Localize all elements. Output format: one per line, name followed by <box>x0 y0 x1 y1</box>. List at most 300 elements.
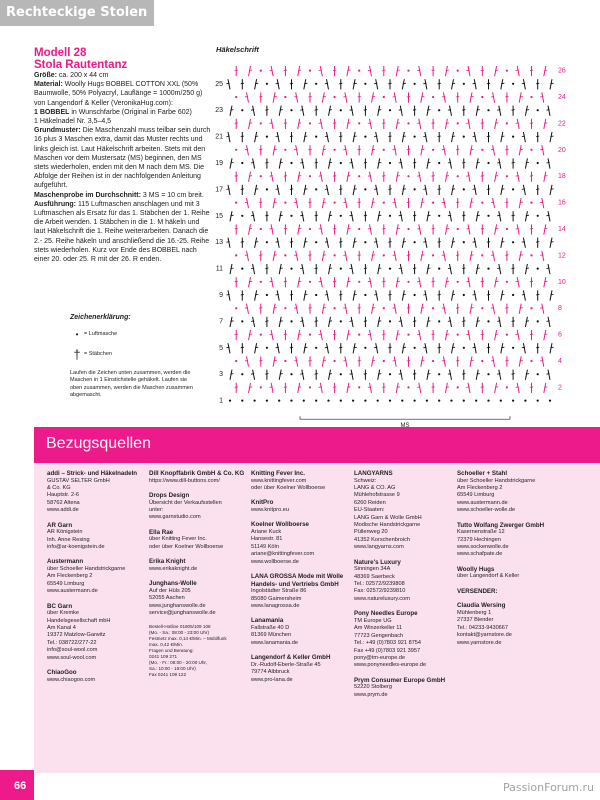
double-crochet-mark <box>402 343 404 353</box>
supplier-line: 65549 Limburg <box>457 492 495 499</box>
double-crochet-mark <box>298 383 300 393</box>
chain-stitch-mark <box>389 373 391 375</box>
chain-stitch-mark <box>407 175 409 177</box>
chain-stitch-mark <box>463 188 465 190</box>
double-crochet-bar <box>339 242 342 243</box>
double-crochet-mark <box>304 132 306 142</box>
chain-stitch-mark <box>334 149 336 151</box>
double-crochet-mark <box>470 92 472 102</box>
double-crochet-mark <box>468 119 470 129</box>
double-crochet-mark <box>419 172 421 182</box>
chain-stitch-mark <box>512 241 514 243</box>
double-crochet-bar <box>536 189 539 190</box>
row-label-right: 18 <box>558 173 566 181</box>
double-crochet-bar <box>358 360 361 361</box>
chain-stitch-mark <box>241 400 243 402</box>
supplier-line: 51149 Köln <box>251 543 279 550</box>
double-crochet-mark <box>228 132 230 142</box>
double-crochet-mark <box>273 251 275 261</box>
supplier-line: www.langyarns.com <box>354 544 404 551</box>
watermark: PassionForum.ru <box>503 781 594 794</box>
chain-stitch-mark <box>438 320 440 322</box>
double-crochet-mark <box>279 317 281 327</box>
double-crochet-bar <box>382 228 385 229</box>
double-crochet-bar <box>315 110 318 111</box>
double-crochet-bar <box>462 268 465 269</box>
chain-stitch-mark <box>340 373 342 375</box>
chain-stitch-mark <box>487 373 489 375</box>
supplier-line: Püllenweg 20 <box>354 529 388 536</box>
double-crochet-bar <box>438 347 441 348</box>
supplier-line: Tel.: 02572/9239808 <box>354 581 405 588</box>
double-crochet-mark <box>445 277 447 287</box>
supplier-line: 19372 Matzlow-Garwitz <box>47 632 106 639</box>
row-label-left: 21 <box>215 133 223 141</box>
section-header-label: Rechteckige Stolen <box>6 5 148 20</box>
ausfuehrung-value: 115 Luftmaschen anschlagen und mit 3 Luftmaschen als Ersatz für das 1. Stäbchen der 1. Reihe die Arbeit wenden. 1 Stäbchen in die 1. M häkeln und laut Häkelschrift die 1. Reihe weiterarbeiten. Danach die 2.- 25. Reihe häkeln und anschließend die 16.-25. Reihe stets wiederholen. Kurz vor Ende des BOBBEL nach einer 20. oder 25. R mit der 26. R enden. <box>34 200 210 264</box>
double-crochet-bar <box>512 110 515 111</box>
supplier-entry <box>149 580 249 617</box>
double-crochet-mark <box>353 343 355 353</box>
double-crochet-mark <box>400 370 402 380</box>
supplier-line: Am Winzerkeller 11 <box>354 625 403 632</box>
row-label-right: 22 <box>558 120 566 128</box>
double-crochet-mark <box>544 330 546 340</box>
row-label-right: 2 <box>558 384 562 392</box>
double-crochet-mark <box>279 158 281 168</box>
chain-stitch-mark <box>364 241 366 243</box>
chain-stitch-mark <box>340 400 342 402</box>
double-crochet-bar <box>413 374 416 375</box>
double-crochet-mark <box>548 106 550 116</box>
supplier-line: 79774 Albbruck <box>251 669 290 676</box>
double-crochet-mark <box>345 198 347 208</box>
double-crochet-mark <box>351 211 353 221</box>
chain-stitch-mark <box>506 175 508 177</box>
double-crochet-mark <box>474 290 476 300</box>
chain-stitch-mark <box>284 360 286 362</box>
chain-stitch-mark <box>235 254 237 256</box>
double-crochet-mark <box>501 290 503 300</box>
double-crochet-mark <box>378 317 380 327</box>
double-crochet-mark <box>353 185 355 195</box>
supplier-line: AR Königstein <box>47 529 83 536</box>
double-crochet-mark <box>525 264 527 274</box>
double-crochet-bar <box>462 321 465 322</box>
supplier-name: Austermann <box>47 558 84 566</box>
double-crochet-mark <box>347 330 349 340</box>
model-label: Modell 28 <box>34 47 87 59</box>
double-crochet-mark <box>271 172 273 182</box>
double-crochet-mark <box>327 79 329 89</box>
chain-stitch-mark <box>358 386 360 388</box>
supplier-line: Mühlehofstrasse 9 <box>354 492 400 499</box>
chain-stitch-mark <box>241 268 243 270</box>
double-crochet-mark <box>296 356 298 366</box>
double-crochet-bar <box>388 83 391 84</box>
chain-stitch-mark <box>537 320 539 322</box>
double-crochet-mark <box>402 290 404 300</box>
double-crochet-mark <box>495 119 497 129</box>
supplier-line: Kasernenstraße 12 <box>457 529 505 536</box>
double-crochet-mark <box>517 224 519 234</box>
chain-stitch-mark <box>487 109 489 111</box>
double-crochet-mark <box>525 106 527 116</box>
double-crochet-bar <box>339 83 342 84</box>
supplier-name: Schoeller + Stahl <box>457 470 508 477</box>
double-crochet-bar <box>407 96 410 97</box>
chain-stitch-mark <box>334 254 336 256</box>
double-crochet-mark <box>495 383 497 393</box>
double-crochet-bar <box>530 123 533 124</box>
double-crochet-mark <box>255 343 257 353</box>
double-crochet-mark <box>548 264 550 274</box>
double-crochet-mark <box>376 185 378 195</box>
double-crochet-mark <box>427 264 429 274</box>
double-crochet-mark <box>353 290 355 300</box>
double-crochet-mark <box>396 172 398 182</box>
chain-stitch-mark <box>340 162 342 164</box>
supplier-name: VERSENDER: <box>457 587 498 595</box>
double-crochet-bar <box>364 268 367 269</box>
supplier-entry <box>251 499 351 514</box>
double-crochet-bar <box>413 268 416 269</box>
double-crochet-mark <box>253 158 255 168</box>
double-crochet-mark <box>495 277 497 287</box>
double-crochet-mark <box>474 79 476 89</box>
supplier-name: ChiaoGoo <box>47 669 77 677</box>
supplier-entry <box>457 566 557 581</box>
supplier-name: Pony Needles Europe <box>354 610 418 618</box>
supplier-line: www.addi.de <box>47 507 79 514</box>
double-crochet-mark <box>353 132 355 142</box>
legend-note: Laufen die Zeichen unten zusammen, werden die Maschen in 1 Einstichstelle gehäkelt. Laufen sie oben zusammen, werden die Maschen zusammen abgemascht. <box>70 369 193 398</box>
double-crochet-mark <box>296 198 298 208</box>
double-crochet-bar <box>505 255 508 256</box>
double-crochet-bar <box>284 281 287 282</box>
chain-stitch-mark <box>438 215 440 217</box>
double-crochet-bar <box>487 189 490 190</box>
chain-stitch-mark <box>512 347 514 349</box>
double-crochet-mark <box>523 79 525 89</box>
chain-stitch-mark <box>487 400 489 402</box>
double-crochet-mark <box>425 185 427 195</box>
supplier-line: über Knitting Fever Inc. <box>149 536 207 543</box>
chain-stitch-mark <box>309 175 311 177</box>
supplier-line: www.prym.de <box>354 691 388 698</box>
double-crochet-mark <box>443 92 445 102</box>
double-crochet-mark <box>230 106 232 116</box>
double-crochet-mark <box>523 238 525 248</box>
double-crochet-mark <box>249 119 251 129</box>
double-crochet-bar <box>530 70 533 71</box>
double-crochet-mark <box>394 145 396 155</box>
supplier-line: Sa.: 10:00 - 16:00 Uhr) <box>149 666 196 672</box>
double-crochet-bar <box>462 374 465 375</box>
double-crochet-mark <box>470 145 472 155</box>
supplier-line: 72379 Hechingen <box>457 536 501 543</box>
double-crochet-bar <box>382 123 385 124</box>
double-crochet-mark <box>347 383 349 393</box>
double-crochet-mark <box>495 330 497 340</box>
double-crochet-mark <box>378 370 380 380</box>
double-crochet-bar <box>315 268 318 269</box>
double-crochet-bar <box>290 136 293 137</box>
supplier-line: Tel.: 04233-9430667 <box>457 624 509 631</box>
double-crochet-mark <box>249 172 251 182</box>
double-crochet-mark <box>450 211 452 221</box>
supplier-line: ariane@knittingfever.com <box>251 551 315 558</box>
double-crochet-mark <box>249 277 251 287</box>
model-name: Stola Rautentanz <box>34 59 128 71</box>
double-crochet-bar <box>235 281 238 282</box>
supplier-name: Nature's Luxury <box>354 558 401 566</box>
double-crochet-mark <box>370 277 372 287</box>
double-crochet-mark <box>345 145 347 155</box>
supplier-line: (Mo. - Fr.: 08:00 - 20:00 Uhr, <box>149 660 207 666</box>
double-crochet-mark <box>329 211 331 221</box>
double-crochet-mark <box>499 158 501 168</box>
double-crochet-mark <box>376 132 378 142</box>
row-label-right: 20 <box>558 146 566 154</box>
gauge-value: 3 MS = 10 cm breit. <box>140 191 204 199</box>
chain-stitch-mark <box>414 136 416 138</box>
double-crochet-bar <box>382 387 385 388</box>
double-crochet-mark <box>493 92 495 102</box>
bobbel-label: 1 BOBBEL <box>34 108 70 116</box>
double-crochet-bar <box>259 308 262 309</box>
double-crochet-mark <box>470 251 472 261</box>
double-crochet-mark <box>396 383 398 393</box>
size-value: ca. 200 x 44 cm <box>56 72 109 79</box>
double-crochet-mark <box>253 211 255 221</box>
chain-stitch-mark <box>241 162 243 164</box>
double-crochet-mark <box>298 119 300 129</box>
double-crochet-mark <box>302 317 304 327</box>
chain-stitch-mark <box>254 400 256 402</box>
row-label-left: 11 <box>215 265 223 273</box>
double-crochet-bar <box>530 228 533 229</box>
chain-stitch-mark <box>358 281 360 283</box>
double-crochet-mark <box>253 106 255 116</box>
double-crochet-mark <box>468 277 470 287</box>
double-crochet-bar <box>505 308 508 309</box>
double-crochet-bar <box>315 215 318 216</box>
chain-stitch-mark <box>414 241 416 243</box>
double-crochet-mark <box>452 238 454 248</box>
supplier-name: Woolly Hugs <box>457 565 495 573</box>
chain-stitch-mark <box>290 373 292 375</box>
double-crochet-mark <box>271 383 273 393</box>
chain-stitch-mark <box>475 400 477 402</box>
double-crochet-mark <box>542 198 544 208</box>
chain-stitch-mark <box>432 202 434 204</box>
double-crochet-mark <box>322 356 324 366</box>
supplier-line: Mühlenberg 1 <box>457 610 492 617</box>
chain-stitch-mark <box>481 254 483 256</box>
row-label-left: 9 <box>219 292 223 299</box>
double-crochet-mark <box>443 356 445 366</box>
double-crochet-mark <box>376 79 378 89</box>
supplier-name: KnitPro <box>251 499 274 507</box>
double-crochet-mark <box>394 356 396 366</box>
double-crochet-mark <box>320 330 322 340</box>
supplier-line: Auf der Hüls 205 <box>149 587 191 594</box>
supplier-name: Drops Design <box>149 492 190 499</box>
chain-stitch-mark <box>340 215 342 217</box>
double-crochet-bar <box>505 202 508 203</box>
supplier-line: Handelsgesellschaft mbH <box>47 617 111 624</box>
double-crochet-mark <box>474 238 476 248</box>
double-crochet-mark <box>322 92 324 102</box>
supplier-name: addi – Strick- und Häkelnadeln <box>47 470 138 477</box>
chain-stitch-mark <box>463 136 465 138</box>
supplier-line: Dr.-Rudolf-Eberle-Straße 45 <box>251 661 321 668</box>
double-crochet-bar <box>382 176 385 177</box>
double-crochet-mark <box>525 370 527 380</box>
chain-stitch-mark <box>438 109 440 111</box>
double-crochet-mark <box>327 185 329 195</box>
double-crochet-bar <box>265 110 268 111</box>
chain-stitch-mark <box>463 347 465 349</box>
double-crochet-bar <box>487 136 490 137</box>
double-crochet-mark <box>470 356 472 366</box>
double-crochet-mark <box>277 238 279 248</box>
chain-stitch-mark <box>229 400 231 402</box>
supplier-line: 58762 Altena <box>47 499 80 506</box>
supplier-entry <box>149 558 249 573</box>
supplier-line: über Kremke <box>47 610 80 617</box>
chain-stitch-mark <box>315 347 317 349</box>
chain-stitch-mark <box>327 400 329 402</box>
supplier-entry <box>457 470 557 515</box>
double-crochet-bar <box>259 96 262 97</box>
double-crochet-bar <box>413 110 416 111</box>
double-crochet-mark <box>501 132 503 142</box>
chain-stitch-mark <box>260 122 262 124</box>
double-crochet-bar <box>308 360 311 361</box>
chain-stitch-mark <box>438 400 440 402</box>
double-crochet-mark <box>329 158 331 168</box>
supplier-line: www.chiaogoo.com <box>47 676 96 683</box>
double-crochet-mark <box>378 158 380 168</box>
row-label-left: 1 <box>219 397 223 405</box>
supplier-line: pony@tm-europe.de <box>354 654 406 661</box>
row-label-right: 12 <box>558 252 566 260</box>
chain-stitch-mark <box>537 162 539 164</box>
row-label-right: 14 <box>558 226 566 233</box>
supplier-name: LANGYARNS <box>354 470 393 477</box>
chain-stitch-mark <box>358 122 360 124</box>
chain-stitch-mark <box>284 96 286 98</box>
chain-stitch-mark <box>266 241 268 243</box>
chain-stitch-mark <box>389 162 391 164</box>
chain-stitch-mark <box>266 136 268 138</box>
chain-stitch-mark <box>487 215 489 217</box>
double-crochet-mark <box>345 92 347 102</box>
double-crochet-bar <box>333 228 336 229</box>
supplier-name: Langendorf & Keller GmbH <box>251 654 331 662</box>
double-crochet-mark <box>501 79 503 89</box>
supplier-entry <box>457 522 557 559</box>
supplier-line: über Schoeller Handstrickgarne <box>47 566 126 573</box>
double-crochet-mark <box>376 238 378 248</box>
double-crochet-bar <box>456 202 459 203</box>
double-crochet-bar <box>265 162 268 163</box>
double-crochet-mark <box>347 172 349 182</box>
double-crochet-bar <box>235 176 238 177</box>
double-crochet-bar <box>530 387 533 388</box>
double-crochet-bar <box>388 242 391 243</box>
double-crochet-bar <box>456 308 459 309</box>
chain-stitch-mark <box>537 373 539 375</box>
double-crochet-mark <box>445 66 447 76</box>
double-crochet-mark <box>351 158 353 168</box>
double-crochet-mark <box>499 106 501 116</box>
double-crochet-bar <box>364 110 367 111</box>
double-crochet-mark <box>474 185 476 195</box>
chain-stitch-mark <box>414 294 416 296</box>
double-crochet-mark <box>273 145 275 155</box>
double-crochet-bar <box>241 136 244 137</box>
supplier-name: Dill Knopffabrik GmbH & Co. KG <box>149 470 245 477</box>
double-crochet-bar <box>235 334 238 335</box>
double-crochet-mark <box>476 158 478 168</box>
double-crochet-mark <box>247 304 249 314</box>
double-crochet-mark <box>517 66 519 76</box>
double-crochet-mark <box>376 290 378 300</box>
legend-item-dc <box>70 348 210 362</box>
double-crochet-mark <box>445 330 447 340</box>
double-crochet-mark <box>419 383 421 393</box>
supplier-line: oder über Koelner Wollboerse <box>149 543 224 550</box>
supplier-entry <box>251 654 351 684</box>
double-crochet-bar <box>487 347 490 348</box>
double-crochet-mark <box>378 211 380 221</box>
double-crochet-mark <box>298 172 300 182</box>
double-crochet-mark <box>470 304 472 314</box>
double-crochet-bar <box>308 255 311 256</box>
chain-stitch-mark <box>383 149 385 151</box>
chain-stitch-mark <box>290 162 292 164</box>
double-crochet-mark <box>255 238 257 248</box>
double-crochet-bar <box>438 242 441 243</box>
double-crochet-icon: † <box>73 346 81 362</box>
double-crochet-mark <box>396 119 398 129</box>
double-crochet-mark <box>443 251 445 261</box>
double-crochet-bar <box>481 334 484 335</box>
double-crochet-mark <box>230 264 232 274</box>
double-crochet-mark <box>302 370 304 380</box>
supplier-name: Knitting Fever Inc. <box>251 470 305 477</box>
supplier-entry <box>457 602 557 647</box>
double-crochet-bar <box>432 228 435 229</box>
double-crochet-bar <box>284 176 287 177</box>
symbol-legend <box>70 314 210 400</box>
double-crochet-bar <box>407 360 410 361</box>
double-crochet-mark <box>445 383 447 393</box>
row-label-right: 16 <box>558 199 566 207</box>
double-crochet-mark <box>421 92 423 102</box>
double-crochet-bar <box>512 162 515 163</box>
double-crochet-bar <box>235 387 238 388</box>
double-crochet-bar <box>259 149 262 150</box>
chain-stitch-mark <box>266 347 268 349</box>
chain-stitch-mark <box>241 215 243 217</box>
chain-stitch-mark <box>537 400 539 402</box>
double-crochet-bar <box>432 123 435 124</box>
double-crochet-mark <box>396 330 398 340</box>
